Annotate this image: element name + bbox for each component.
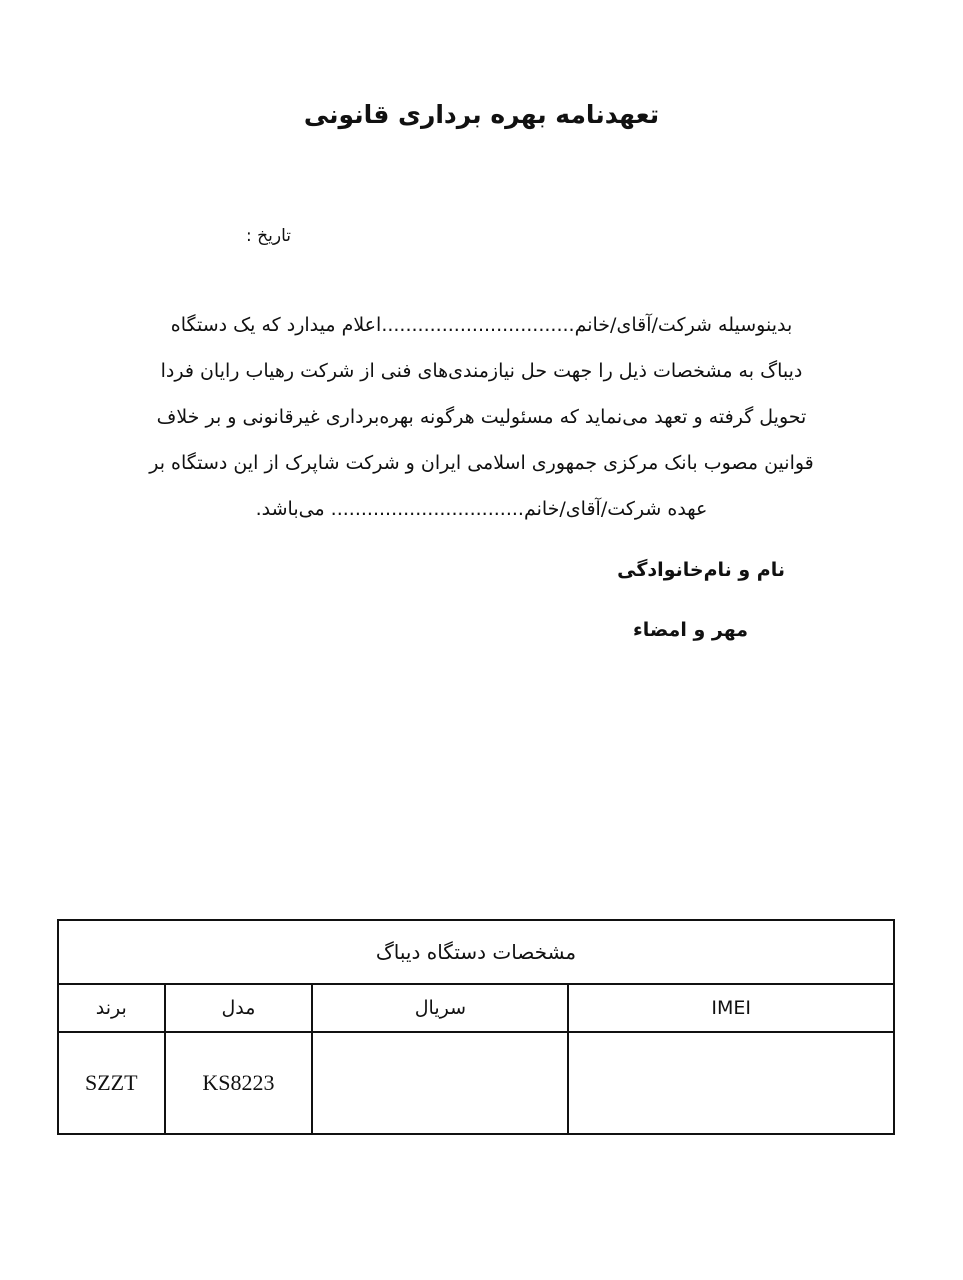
paragraph-line-1 [118,303,845,349]
column-header-imei: IMEI [568,984,894,1032]
signature-block [0,559,963,669]
column-header-model: مدل [165,984,313,1032]
column-header-brand: برند [58,984,165,1032]
spec-table-wrapper [57,919,895,1135]
paragraph-line-2: دیباگ به مشخصات ذیل را جهت حل نیازمندی‌های فنی از شرکت رهیاب رایان فردا [160,359,803,382]
date-label: تاریخ : [246,226,291,246]
fill-in-dots-2: ................................ [330,497,524,520]
cell-brand: SZZT [58,1032,165,1134]
body-paragraph [0,303,963,533]
device-spec-table [57,919,895,1135]
paragraph-line-1-part-a: بدینوسیله شرکت/آقای/خانم [574,314,793,336]
paragraph-line-5-part-b: می‌باشد. [255,497,325,520]
signature-seal-label: مهر و امضاء [632,618,748,641]
paragraph-line-5 [118,487,845,533]
signature-name-label: نام و نام‌خانوادگی [617,558,785,581]
spec-table-title: مشخصات دستگاه دیباگ [58,920,894,984]
paragraph-line-3: تحویل گرفته و تعهد می‌نماید که مسئولیت هرگونه بهره‌برداری غیرقانونی و بر خلاف [156,405,807,428]
table-column-row [58,984,894,1032]
paragraph-line-5-part-a: عهده شرکت/آقای/خانم [523,497,708,520]
cell-model: KS8223 [165,1032,313,1134]
cell-serial [312,1032,568,1134]
paragraph-line-1-part-b: اعلام میدارد که یک دستگاه [170,314,382,336]
cell-imei [568,1032,894,1134]
date-row [0,226,963,250]
column-header-serial: سریال [312,984,568,1032]
paragraph-line-4: قوانین مصوب بانک مرکزی جمهوری اسلامی ایران و شرکت شاپرک از این دستگاه بر [149,451,814,474]
table-row [58,1032,894,1134]
table-header-row [58,920,894,984]
fill-in-dots-1: ................................ [381,314,575,336]
page-title: تعهدنامه بهره برداری قانونی [303,100,660,129]
